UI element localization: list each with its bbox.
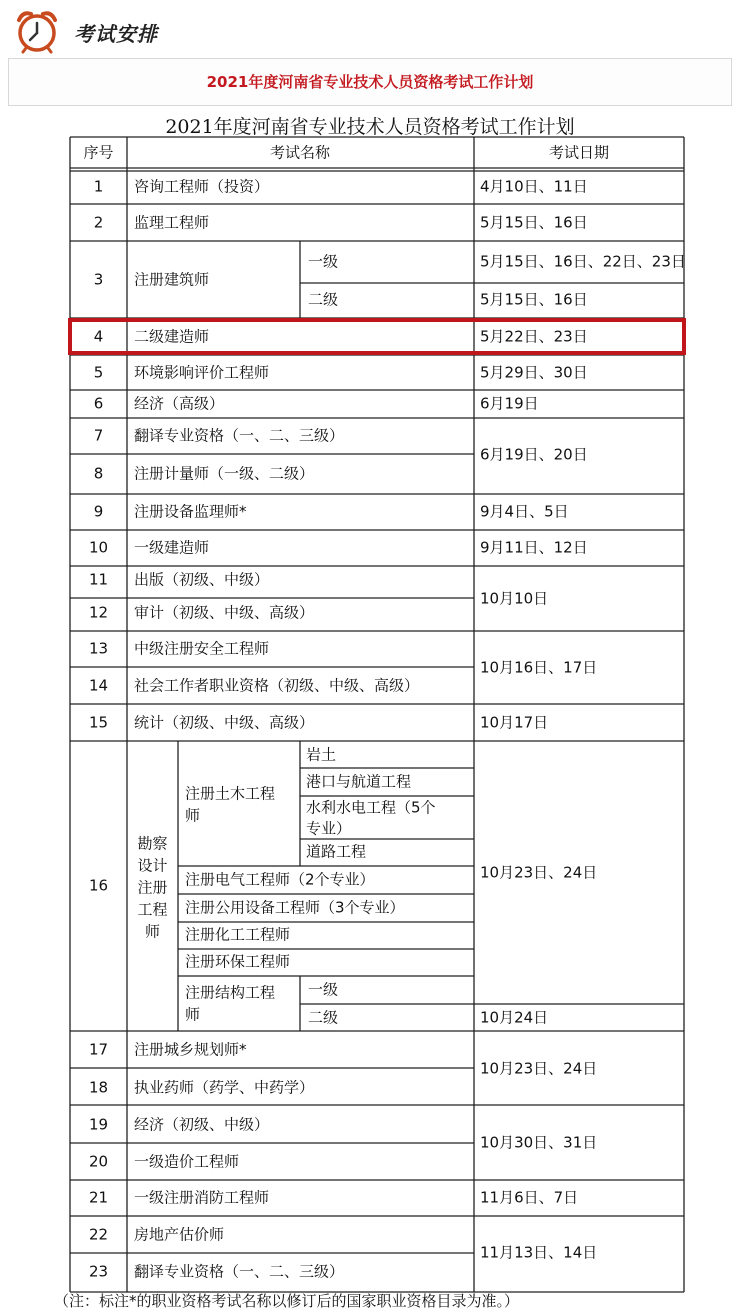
- category-text: 工程: [137, 900, 168, 919]
- exam-name: 中级注册安全工程师: [134, 639, 270, 658]
- exam-name: 翻译专业资格（一、二、三级）: [134, 1262, 345, 1281]
- specialty: 道路工程: [306, 842, 367, 861]
- civil-name: 注册土木工程: [185, 784, 276, 803]
- exam-name: 审计（初级、中级、高级）: [134, 603, 315, 622]
- engineer-type: 注册化工工程师: [185, 925, 291, 944]
- exam-name: 二级建造师: [134, 327, 210, 346]
- row-index: 23: [88, 1262, 109, 1281]
- row-index: 13: [88, 639, 109, 658]
- header-title: 考试安排: [74, 22, 158, 46]
- row-index: 6: [93, 394, 104, 413]
- exam-name: 一级建造师: [134, 538, 210, 557]
- exam-date: 5月22日、23日: [480, 327, 588, 346]
- exam-name: 注册设备监理师*: [134, 502, 247, 521]
- specialty: 港口与航道工程: [306, 772, 412, 791]
- exam-name: 咨询工程师（投资）: [134, 177, 270, 196]
- specialty: 岩土: [306, 745, 337, 764]
- exam-date: 10月16日、17日: [480, 658, 598, 677]
- row-index: 4: [93, 327, 104, 346]
- exam-date: 10月30日、31日: [480, 1133, 598, 1152]
- exam-date: 6月19日、20日: [480, 445, 588, 464]
- exam-name: 注册城乡规划师*: [134, 1040, 247, 1059]
- exam-name: 执业药师（药学、中药学）: [134, 1078, 315, 1097]
- exam-name: 一级造价工程师: [134, 1152, 240, 1171]
- engineer-type: 注册电气工程师（2个专业）: [185, 870, 375, 889]
- row-index: 3: [93, 270, 104, 289]
- civil-name: 师: [185, 806, 201, 825]
- exam-name: 房地产估价师: [134, 1225, 225, 1244]
- exam-date: 5月29日、30日: [480, 363, 588, 382]
- specialty: 专业）: [306, 819, 352, 838]
- structural-name: 师: [185, 1005, 201, 1024]
- category-text: 勘察: [137, 834, 168, 853]
- row-index: 7: [93, 426, 104, 445]
- exam-name: 经济（高级）: [134, 394, 225, 413]
- row-index: 9: [93, 502, 104, 521]
- column-header-index: 序号: [83, 143, 114, 162]
- row-index: 8: [93, 464, 104, 483]
- banner-title: 2021年度河南省专业技术人员资格考试工作计划: [206, 73, 534, 91]
- row-index: 20: [88, 1152, 109, 1171]
- exam-date: 5月15日、16日: [480, 213, 588, 232]
- exam-date: 9月4日、5日: [480, 502, 569, 521]
- row-index: 14: [88, 676, 109, 695]
- exam-name: 统计（初级、中级、高级）: [134, 713, 315, 732]
- row-index: 19: [88, 1115, 109, 1134]
- row-index: 5: [93, 363, 104, 382]
- row-index: 21: [88, 1188, 109, 1207]
- sub-level: 一级: [308, 980, 339, 999]
- row-index: 12: [88, 603, 109, 622]
- exam-date: 10月23日、24日: [480, 1059, 598, 1078]
- column-header-date: 考试日期: [548, 143, 610, 162]
- exam-name: 翻译专业资格（一、二、三级）: [134, 426, 345, 445]
- exam-name: 环境影响评价工程师: [134, 363, 270, 382]
- exam-date: 10月17日: [480, 713, 549, 732]
- row-index: 18: [88, 1078, 109, 1097]
- row-index: 2: [93, 213, 104, 232]
- exam-date: 5月15日、16日、22日、23日: [480, 252, 686, 271]
- engineer-type: 注册公用设备工程师（3个专业）: [185, 898, 405, 917]
- sub-level: 二级: [308, 290, 339, 309]
- exam-name: 出版（初级、中级）: [134, 570, 270, 589]
- sub-level: 二级: [308, 1008, 339, 1027]
- exam-date: 11月6日、7日: [480, 1188, 579, 1207]
- exam-name: 监理工程师: [134, 213, 210, 232]
- row-index: 16: [88, 876, 109, 895]
- row-index: 17: [88, 1040, 109, 1059]
- exam-date: 9月11日、12日: [480, 538, 588, 557]
- category-text: 设计: [137, 856, 168, 875]
- exam-date: 4月10日、11日: [480, 177, 588, 196]
- category-text: 师: [144, 922, 161, 941]
- exam-date: 5月15日、16日: [480, 290, 588, 309]
- row-index: 15: [88, 713, 109, 732]
- exam-name: 注册建筑师: [134, 270, 210, 289]
- row-index: 1: [93, 177, 104, 196]
- exam-name: 经济（初级、中级）: [134, 1115, 270, 1134]
- exam-name: 注册计量师（一级、二级）: [134, 464, 315, 483]
- document-title: 2021年度河南省专业技术人员资格考试工作计划: [165, 116, 575, 138]
- structural-name: 注册结构工程: [185, 983, 276, 1002]
- engineer-type: 注册环保工程师: [185, 952, 291, 971]
- exam-date: 10月24日: [480, 1008, 549, 1027]
- exam-date: 11月13日、14日: [480, 1243, 598, 1262]
- row-index: 22: [88, 1225, 109, 1244]
- exam-date: 10月10日: [480, 589, 549, 608]
- footnote: （注：标注*的职业资格考试名称以修订后的国家职业资格目录为准。）: [54, 1292, 520, 1310]
- exam-date: 10月23日、24日: [480, 863, 598, 882]
- category-text: 注册: [137, 878, 168, 897]
- exam-date: 6月19日: [480, 394, 539, 413]
- specialty: 水利水电工程（5个: [306, 798, 436, 817]
- column-header-name: 考试名称: [269, 143, 331, 162]
- exam-name: 社会工作者职业资格（初级、中级、高级）: [134, 676, 420, 695]
- row-index: 10: [88, 538, 109, 557]
- row-index: 11: [88, 570, 109, 589]
- sub-level: 一级: [308, 252, 339, 271]
- exam-name: 一级注册消防工程师: [134, 1188, 270, 1207]
